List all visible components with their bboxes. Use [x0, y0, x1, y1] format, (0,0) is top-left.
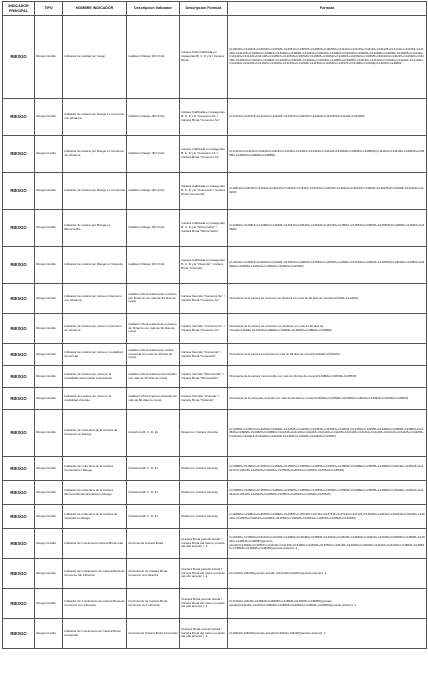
- cell-tipo: Riesgo Credito: [35, 559, 63, 589]
- cell-descripcion-indicador: Calidad x Riesgo (B,C,D,E): [127, 99, 180, 136]
- cell-formula: (C144810+C144815+C144820+C144825+C145410+C145415+C145420+C145425+C145510+C145515+C145520+C145525)/(C144800+C145400+C145500): [228, 210, 427, 247]
- cell-descripcion-formula: (Cartera Bruta periodo actual / Cartera Bruta del mismo periodo del año anterior ) -1: [180, 529, 228, 559]
- table-row: [3, 481, 427, 505]
- cell-descripcion-formula: (Cartera Bruta periodo Actual / Cartera Bruta del mismo periodo del año anterior ) -1: [180, 619, 228, 649]
- cell-indicador: RIESGO: [3, 247, 35, 284]
- cell-descripcion-indicador: Calidad x Mora (cartera vivienda con más de 60 días de mora): [127, 388, 180, 410]
- cell-indicador: RIESGO: [3, 457, 35, 481]
- cell-descripcion-indicador: Cobertura (B, C, D, E): [127, 505, 180, 529]
- cell-tipo: Riesgo Credito: [35, 136, 63, 173]
- cell-formula: (Sumatoria de la cartera comercial con más de 30 días de mora)/(C140100+C146200): [228, 344, 427, 366]
- cell-nombre-indicador: Indicador de cartera por mora en Consumo con Libranza: [63, 284, 127, 314]
- cell-descripcion-indicador: Calidad x Riesgo (B,C,D,E): [127, 210, 180, 247]
- indicator-table: [2, 1, 427, 649]
- cell-indicador: RIESGO: [3, 99, 35, 136]
- cell-tipo: Riesgo Credito: [35, 457, 63, 481]
- cell-descripcion-formula: Deterioro / Cartera Vencida: [180, 410, 228, 457]
- cell-descripcion-indicador: Crecimiento Cartera Bruta Comercial: [127, 619, 180, 649]
- cell-tipo: Riesgo Credito: [35, 481, 63, 505]
- cell-indicador: RIESGO: [3, 344, 35, 366]
- cell-nombre-indicador: Indicador de cartera por Riesgo en Consumo sin Libranza: [63, 136, 127, 173]
- cell-indicador: RIESGO: [3, 589, 35, 619]
- cell-descripcion-indicador: Calidad x Mora (cartera de consumo con libranza con más de 30 días de mora): [127, 284, 180, 314]
- cell-formula: (C141210+C141215+C141220+C141225+C144210+C144215+C144220+C144225)/(C141200+C144200): [228, 99, 427, 136]
- cell-descripcion-formula: Cartera Calificada en Categorias B, C, D y E "Consumo CL" / Cartera Bruta "Consumo CL": [180, 136, 228, 173]
- table-row: [3, 247, 427, 284]
- cell-formula: (C140400+C140500+C141100+C141200+C144800+C145400+C145500+C146100+C146200+C146900+C144100+C144200+C148930+C148935+C148940+C148945+C148950)(periodo actual)/(C140400+C140500+C141100+C141200+C144800+C145400+C145500+C146100+C146200+C146900+C144100+C144200+C148930+C148935+C148940+C148945+C148950)(periodo anterior) -1: [228, 529, 427, 559]
- cell-descripcion-formula: Cartera Calificada en Categorias B, C, D y E "Microcredito" / Cartera Bruta "Microcredito": [180, 210, 228, 247]
- cell-tipo: Riesgo Credito: [35, 210, 63, 247]
- cell-indicador: RIESGO: [3, 173, 35, 210]
- cell-descripcion-formula: Cartera Calificada en Categorias B, C, D y E "Vivienda" / Cartera Bruta "Vivienda": [180, 247, 228, 284]
- cell-descripcion-formula: Cartera Vencida "Comercial" / Cartera Bruta "Comercial": [180, 344, 228, 366]
- cell-tipo: Riesgo Credito: [35, 99, 63, 136]
- table-row: [3, 136, 427, 173]
- cell-nombre-indicador: Indicador de Crecimiento de Cartera Bruta de Consumo Sin Libranza: [63, 559, 127, 589]
- cell-formula: (C140110+C140115+C140120+C140125+C146110+C146115+C146120+C146125+C146210+C146215+C146220+C146225)/(C140100+C146100+C146200): [228, 173, 427, 210]
- cell-indicador: RIESGO: [3, 529, 35, 559]
- cell-nombre-indicador: Indicador de Cobertura de la Cartera de Vivienda en Riesgo: [63, 505, 127, 529]
- cell-descripcion-indicador: Calidad x Mora (cartera microcrédito con más de 30 días de mora): [127, 366, 180, 388]
- cell-tipo: Riesgo Credito: [35, 366, 63, 388]
- cell-tipo: Riesgo Credito: [35, 314, 63, 344]
- table-row: [3, 210, 427, 247]
- cell-descripcion-formula: (Cartera Bruta periodo Actual / Cartera Bruta del mismo periodo del año anterior ) -1: [180, 589, 228, 619]
- cell-descripcion-indicador: Calidad x Riesgo (B,C,D,E): [127, 16, 180, 99]
- cell-formula: (C141100+144100+C148930+C148935+C148940+C148945+C148950)(periodo actual)/(C141100+144100+C148930+C148935+C148940+C148945+C148950)(periodo anterior) -1: [228, 589, 427, 619]
- table-header-row: [3, 2, 427, 16]
- cell-tipo: Riesgo Credito: [35, 173, 63, 210]
- cell-formula: (Sumatoria de la cartera de consumo sin libranza con más de 30 días de mora)/(C141200+C144200): [228, 284, 427, 314]
- cell-nombre-indicador: Indicador de Crecimiento de Cartera Bruta de Consumo Con Libranza: [63, 589, 127, 619]
- cell-indicador: RIESGO: [3, 366, 35, 388]
- cell-indicador: RIESGO: [3, 388, 35, 410]
- table-row: [3, 505, 427, 529]
- cell-descripcion-indicador: Calidad x Mora (cartera de cartera comercial con más de 30 días de mora): [127, 344, 180, 366]
- cell-descripcion-indicador: Calidad x Riesgo (B,C,D,E): [127, 173, 180, 210]
- table-row: [3, 284, 427, 314]
- header-tipo: TIPO: [35, 2, 63, 16]
- cell-formula: (C146100+146200)(periodo actual)/(C146100+146200)(periodo anterior) -1: [228, 619, 427, 649]
- cell-descripcion-formula: Cartera Vencida "Vivienda" / Cartera Bruta "Vivienda": [180, 388, 228, 410]
- cell-nombre-indicador: Indicador de Cobertura de la Cartera Microcrédito Empresarial en Riesgo: [63, 481, 127, 505]
- cell-tipo: Riesgo Credito: [35, 344, 63, 366]
- cell-nombre-indicador: Indicador de calidad por riesgo: [63, 16, 127, 99]
- cell-nombre-indicador: Indicador de cartera por mora en la modalidad vivienda: [63, 388, 127, 410]
- cell-descripcion-indicador: Calidad x Riesgo (B,C,D,E): [127, 136, 180, 173]
- cell-descripcion-formula: Deterioro / Cartera Vencida: [180, 505, 228, 529]
- cell-descripcion-indicador: Cobertura (B, C, D, E): [127, 457, 180, 481]
- cell-descripcion-indicador: Crecimiento de Cartera Bruta Consumo Con Libranza: [127, 589, 180, 619]
- cell-descripcion-formula: Cartera Vencida "Consumo SL" / Cartera Bruta "Consumo SL": [180, 284, 228, 314]
- header-indicador-principal: INDICADOR PRINCIPAL: [3, 2, 35, 16]
- table-row: [3, 388, 427, 410]
- cell-nombre-indicador: Indicador de Crecimiento de Cartera Bruta Comercial: [63, 619, 127, 649]
- cell-nombre-indicador: Indicador de cartera por mora en modalidad Comercial: [63, 344, 127, 366]
- cell-tipo: Riesgo Credito: [35, 388, 63, 410]
- cell-descripcion-formula: Deterioro / Cartera Vencida: [180, 481, 228, 505]
- cell-nombre-indicador: Indicador de cartera por Riesgo en Microcredito: [63, 210, 127, 247]
- table-row: [3, 344, 427, 366]
- header-formula: Formula: [228, 2, 427, 16]
- cell-tipo: Riesgo Credito: [35, 16, 63, 99]
- cell-formula: (C140410+C140415+C140420+C140425+C140510+C140515+C140520+C140525+C141110+C141115+C141120+C141125+C141210+C141215+C141220+C141225+C140810+C140815+C140820+C140825+C140910+C140915+C140920+C140925+C140940+C140945+C140950+C140955+C141410+C141415+C141420+C141425+C140510+C140515+C140520+C140525+C140610+C140615+C140620+C140625+C140210+C140215+C140220+C140225+C140910+C140915+C140920+C140925+C140935+C140940+C140945+C140950+C140955+C141100+C141200+C141010+C141020+C141030+C141040+C141050+C141510+C141520+C141530+C141540+C141550+C141560+C141570+C141580+C141590)/C140000-C149800: [228, 16, 427, 99]
- cell-descripcion-formula: Cartera Vencida "Microcredito" / Cartera Bruta "Microcredito": [180, 366, 228, 388]
- table-row: [3, 366, 427, 388]
- cell-nombre-indicador: Indicador de cartera por Riesgo en Consumo con Libranza: [63, 99, 127, 136]
- table-row: [3, 173, 427, 210]
- cell-tipo: Riesgo Credito: [35, 619, 63, 649]
- cell-formula: (Sumatoria de la carterade vivienda con más de 60 días de mora)/(C140400+C140500+C146905+C146910+C146915+C146920+C146925): [228, 388, 427, 410]
- cell-indicador: RIESGO: [3, 559, 35, 589]
- cell-nombre-indicador: Indicador de Cobertura de la Cartera Comercial en Riesgo: [63, 457, 127, 481]
- cell-descripcion-indicador: Crecimiento de Cartera Bruta Consumo sin Libranza: [127, 559, 180, 589]
- cell-nombre-indicador: Indicador de Crecimiento Cartera Bruta total: [63, 529, 127, 559]
- cell-formula: (C145805+C145810+C145815+C145820+C145825+C145830+C145835+C145840+C145845+C145850+C145855+C145860+C145405+C145410+C145415+C145420+C145425+C145505+C145510+C145515+C145520+C145525): [228, 481, 427, 505]
- cell-nombre-indicador: Indicador de cartera por Riesgo en Vivienda: [63, 247, 127, 284]
- cell-formula: (Sumatoria de la cartera de consumo con libranza con más de 30 días de mora)/(C141100+C144100+C148930+C148935+C148940+C148945+C148950): [228, 314, 427, 344]
- cell-descripcion-indicador: Crecimiento Cartera Bruta: [127, 529, 180, 559]
- table-row: [3, 589, 427, 619]
- table-row: [3, 457, 427, 481]
- cell-descripcion-formula: Cartera Vencida "Consumo CL" / Cartera Bruta "Consumo CL": [180, 314, 228, 344]
- cell-indicador: RIESGO: [3, 16, 35, 99]
- table-row: [3, 619, 427, 649]
- cell-indicador: RIESGO: [3, 314, 35, 344]
- table-row: [3, 314, 427, 344]
- cell-tipo: Riesgo Credito: [35, 589, 63, 619]
- cell-descripcion-indicador: Calidad x Riesgo (B,C,D,E): [127, 247, 180, 284]
- cell-nombre-indicador: Indicador de cartera por Riesgo en Comercial: [63, 173, 127, 210]
- cell-indicador: RIESGO: [3, 481, 35, 505]
- cell-descripcion-formula: (Cartera Bruta periodo Actual / Cartera Bruta del mismo periodo del año anterior ) -1: [180, 559, 228, 589]
- cell-indicador: RIESGO: [3, 410, 35, 457]
- cell-formula: (C140805+C140810+C140815+C140820+C140825+C147105+C147110+C147115+C147120+C147125+C140405+C140410+C140415+C140420+C140425+C140505+C140510+C140515+C140520+C140525+C146910+C146915+C146920+C146925): [228, 505, 427, 529]
- cell-indicador: RIESGO: [3, 284, 35, 314]
- cell-descripcion-formula: Cartera Total Calificada en Categorias B, C, D y E / Cartera Bruta: [180, 16, 228, 99]
- cell-tipo: Riesgo Credito: [35, 410, 63, 457]
- table-row: [3, 559, 427, 589]
- cell-descripcion-indicador: Cobertura (B, C, D, E): [127, 481, 180, 505]
- cell-formula: (C145805+C145810+C145815+C145820+C145825+C145830+C145835+C145840+C145845+C145850+C145855+C145860+C146120+C146125+C146215+C146220+C146225+C146320+C145505+C145510+C145515+C145520+C145525): [228, 457, 427, 481]
- cell-tipo: Riesgo Credito: [35, 284, 63, 314]
- header-nombre-indicador: NOMBRE INDICADOR: [63, 2, 127, 16]
- cell-tipo: Riesgo Credito: [35, 505, 63, 529]
- cell-nombre-indicador: Indicador de Cobertura de la Cartera de Consumo en Riesgo: [63, 410, 127, 457]
- cell-formula: (C144505+C144510+C144515+C144520+C144525+C144530+C144535+C144540+C144545+C144550+C144555+C144560+C149805+C149810+C149815+C149820+C149825+C149830+C141205+C141210+C141215+C141220+C141225+C141105+C141110+C141115+C141120+C141125+C144205+C144210+C144215+C144220+C144225+C144935+C144940+C144945+C144950): [228, 410, 427, 457]
- table-row: [3, 529, 427, 559]
- cell-formula: (C140410+C140415+C140420+C140425+C140510+C140515+C140520+C140525+C146910+C146915+C146920+C146925)/(C140400+C140500+C146900+C146905+C146910+C146915+C146920+C146925): [228, 247, 427, 284]
- cell-formula: (C141200+144200)(periodo actual)/ (C141200+144200)(periodo anterior) -1: [228, 559, 427, 589]
- cell-tipo: Riesgo Credito: [35, 529, 63, 559]
- cell-tipo: Riesgo Credito: [35, 247, 63, 284]
- header-descripcion-indicador: Descripcion Indicador: [127, 2, 180, 16]
- table-row: [3, 99, 427, 136]
- cell-descripcion-indicador: Cobertura (B, C, D, E): [127, 410, 180, 457]
- cell-nombre-indicador: Indicador de cartera por mora en la modalidad microcrédito empresarial: [63, 366, 127, 388]
- cell-indicador: RIESGO: [3, 136, 35, 173]
- table-row: [3, 410, 427, 457]
- cell-descripcion-indicador: Calidad x Mora (cartera de consumo sin libranza con más de 30 días de mora): [127, 314, 180, 344]
- cell-descripcion-formula: Deterioro / Cartera Vencida: [180, 457, 228, 481]
- cell-indicador: RIESGO: [3, 505, 35, 529]
- cell-nombre-indicador: Indicador de cartera por mora en Consumo sin Libranza: [63, 314, 127, 344]
- cell-formula: (C141110+C141115+C141120+C141125+C144110+C144115+C144120+C144125+C148940+C148945+C148950)/(C141100+C144100+C148930+C148935+C148940+C148945+C148950): [228, 136, 427, 173]
- cell-indicador: RIESGO: [3, 619, 35, 649]
- cell-descripcion-formula: Cartera Calificada en Categorias B, C, D y E "Comercial" / Cartera Bruta "Comercial": [180, 173, 228, 210]
- cell-descripcion-formula: Cartera Calificada en Categorias B, C, D y E "Consumo SL" / Cartera Bruta "Consumo SL": [180, 99, 228, 136]
- cell-formula: (Sumatoria de la cartera microcrédito con más de 30 días de mora)/(C144800+C145400+C145500): [228, 366, 427, 388]
- table-row: [3, 16, 427, 99]
- cell-indicador: RIESGO: [3, 210, 35, 247]
- header-descripcion-formula: Descripcion Formula: [180, 2, 228, 16]
